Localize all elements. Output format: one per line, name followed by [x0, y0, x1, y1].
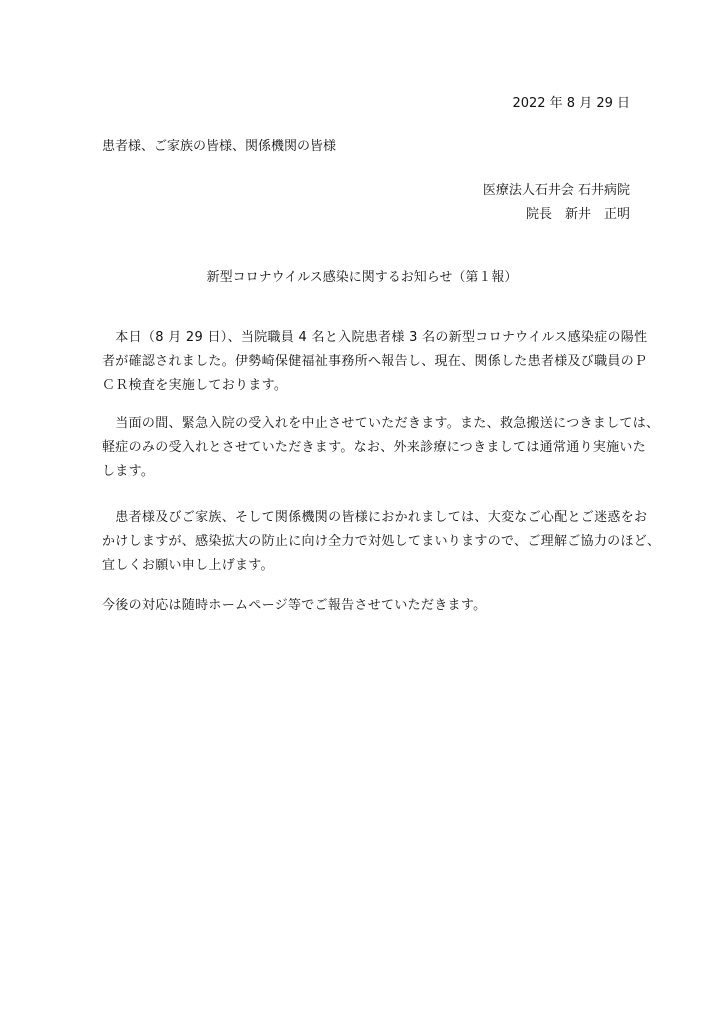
notice-title: 新型コロナウイルス感染に関するお知らせ（第１報） [206, 270, 518, 285]
paragraph-line: 患者様及びご家族、そして関係機関の皆様におかれましては、大変なご心配とご迷惑をお [102, 510, 648, 525]
body-paragraph-4 [102, 594, 624, 618]
body-paragraph-1 [102, 326, 648, 398]
paragraph-line: ＣＲ検査を実施しております。 [102, 378, 288, 393]
paragraph-line: 軽症のみの受入れとさせていただきます。なお、外来診療につきましては通常通り実施いた [102, 440, 647, 455]
paragraph-line: 者が確認されました。伊勢崎保健福祉事務所へ報告し、現在、関係した患者様及び職員のＰ [102, 354, 648, 369]
paragraph-line: 本日（8 月 29 日）、当院職員 4 名と入院患者様 3 名の新型コロナウイルス感染症の陽性 [102, 330, 648, 345]
letter-sender [483, 179, 630, 227]
sender-organization: 医療法人石井会 石井病院 [482, 183, 630, 198]
body-paragraph-3 [102, 506, 661, 578]
paragraph-line: します。 [102, 464, 155, 479]
paragraph-line: 当面の間、緊急入院の受入れを中止させていただきます。また、救急搬送につきましては、 [102, 416, 660, 431]
body-paragraph-2 [102, 412, 660, 484]
paragraph-line: かけしますが、感染拡大の防止に向け全力で対処してまいりますので、ご理解ご協力のほど、 [102, 534, 661, 549]
sender-name: 院長 新井 正明 [525, 207, 630, 222]
letter-addressee: 患者様、ご家族の皆様、関係機関の皆様 [102, 139, 337, 154]
paragraph-line: 今後の対応は随時ホームページ等でご報告させていただきます。 [102, 598, 487, 613]
letter-date: 2022 年 8 月 29 日 [512, 96, 630, 111]
paragraph-line: 宜しくお願い申し上げます。 [102, 558, 274, 573]
